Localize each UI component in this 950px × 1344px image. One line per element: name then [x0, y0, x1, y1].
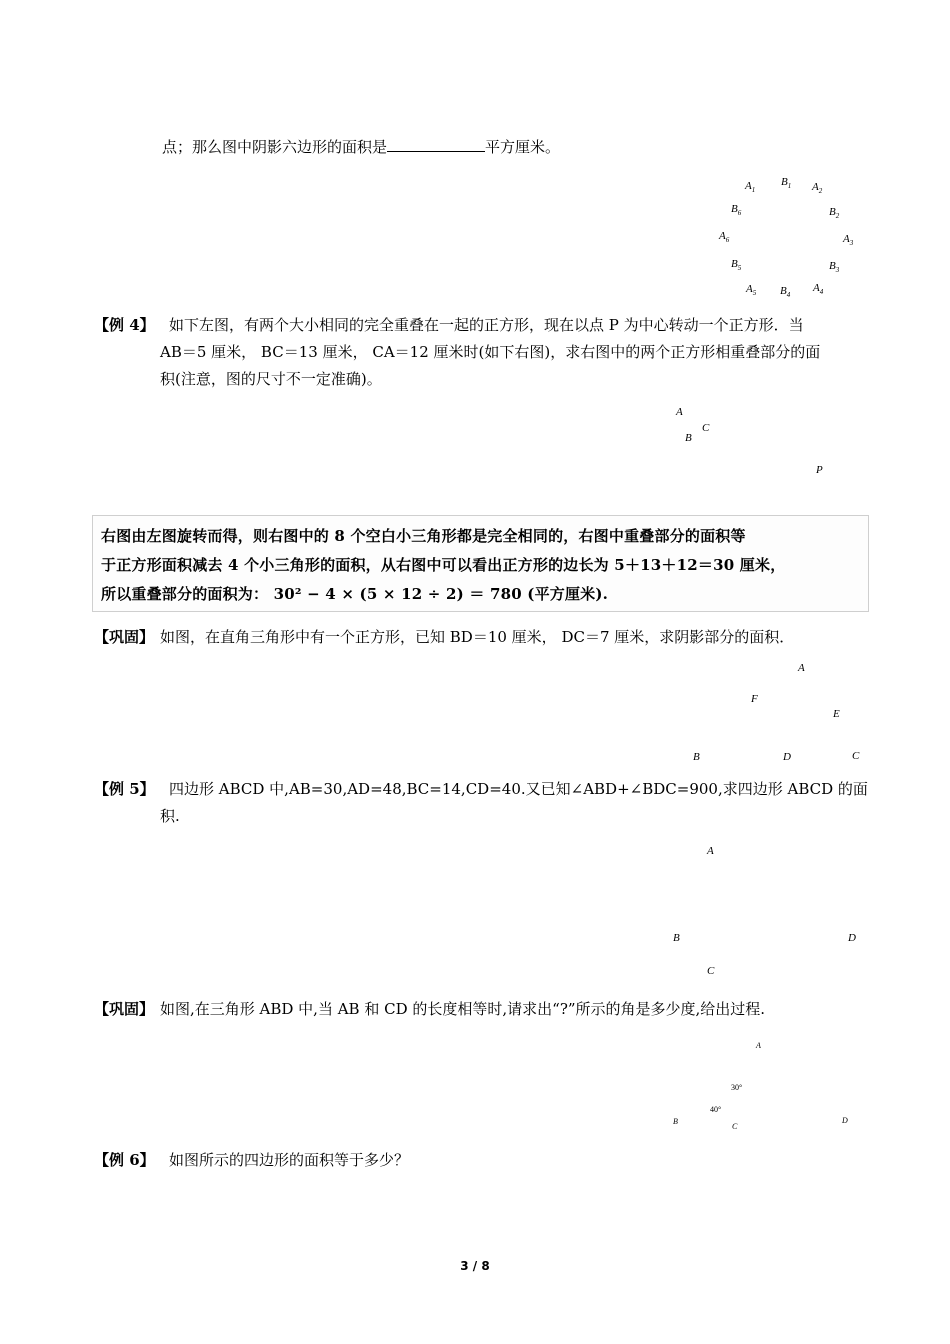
- label-A: A: [756, 1041, 761, 1050]
- label-C: C: [702, 422, 710, 434]
- label-C: C: [732, 1122, 738, 1131]
- page-number: 3 / 8: [460, 1259, 490, 1273]
- label-A6: $A_6$: [719, 230, 730, 245]
- label-B: B: [673, 932, 680, 944]
- label-A3: $A_3$: [843, 233, 854, 248]
- label-B4: $B_4$: [780, 285, 791, 300]
- label-C: C: [707, 965, 715, 977]
- label-E: E: [833, 708, 840, 720]
- consolidation-1-tag: 【巩固】: [94, 628, 155, 646]
- solution-line-2: 于正方形面积减去 4 个小三角形的面积，从右图中可以看出正方形的边长为 5＋13＋12＝30 厘米，: [101, 556, 786, 574]
- example-4-line-2: AB＝5 厘米， BC＝13 厘米， CA＝12 厘米时(如下右图)，求右图中的两个正方形相重叠部分的面: [160, 343, 821, 361]
- label-A: A: [676, 406, 683, 418]
- label-B6: $B_6$: [731, 203, 742, 218]
- label-B1: $B_1$: [781, 176, 792, 191]
- label-A: A: [798, 662, 805, 674]
- angle-40-label: 40°: [710, 1105, 722, 1114]
- angle-30-label: 30°: [731, 1083, 743, 1092]
- label-B: B: [693, 751, 700, 763]
- label-A5: $A_5$: [746, 283, 757, 298]
- label-F: F: [751, 693, 758, 705]
- example-5-tag: 【例 5】: [94, 780, 155, 798]
- label-B3: $B_3$: [829, 260, 840, 275]
- question-3-tail: [162, 136, 560, 158]
- solution-box: [92, 515, 869, 612]
- label-A2: $A_2$: [812, 181, 823, 196]
- label-A4: $A_4$: [813, 282, 824, 297]
- label-D: D: [848, 932, 856, 944]
- example-6-tag: 【例 6】: [94, 1151, 155, 1169]
- example-4-line-1: 如下左图，有两个大小相同的完全重叠在一起的正方形，现在以点 P 为中心转动一个正方形．当: [169, 316, 804, 334]
- label-D: D: [783, 751, 791, 763]
- label-C: C: [852, 750, 860, 762]
- label-D: D: [842, 1116, 848, 1125]
- solution-line-1: 右图由左图旋转而得，则右图中的 8 个空白小三角形都是完全相同的，右图中重叠部分的面积等: [101, 527, 746, 545]
- consolidation-2-text: 如图,在三角形 ABD 中,当 AB 和 CD 的长度相等时,请求出“?”所示的角是多少度,给出过程.: [160, 1000, 766, 1018]
- answer-blank: [387, 137, 485, 152]
- label-B: B: [673, 1117, 678, 1126]
- example-4-line-3: 积(注意，图的尺寸不一定准确)。: [160, 370, 382, 388]
- label-B: B: [685, 432, 692, 444]
- label-B5: $B_5$: [731, 258, 742, 273]
- consolidation-1-text: 如图，在直角三角形中有一个正方形，已知 BD＝10 厘米， DC＝7 厘米，求阴影部分的面积．: [160, 628, 795, 646]
- example-5-line-1: 四边形 ABCD 中,AB=30,AD=48,BC=14,CD=40.又已知∠ABD+∠BDC=900,求四边形 ABCD 的面: [169, 780, 868, 798]
- label-B2: $B_2$: [829, 206, 840, 221]
- label-P: P: [816, 464, 823, 476]
- q3-text-after: 平方厘米。: [485, 138, 561, 156]
- solution-line-3: 所以重叠部分的面积为： 30² − 4 × (5 × 12 ÷ 2) ＝ 780 (平方厘米).: [101, 585, 609, 603]
- example-4-tag: 【例 4】: [94, 316, 155, 334]
- q3-text-before: 点；那么图中阴影六边形的面积是: [162, 138, 388, 156]
- example-5-line-2: 积.: [160, 807, 180, 825]
- label-A1: $A_1$: [745, 180, 756, 195]
- label-A: A: [707, 845, 714, 857]
- example-6-text: 如图所示的四边形的面积等于多少？: [169, 1151, 410, 1169]
- consolidation-2-tag: 【巩固】: [94, 1000, 155, 1018]
